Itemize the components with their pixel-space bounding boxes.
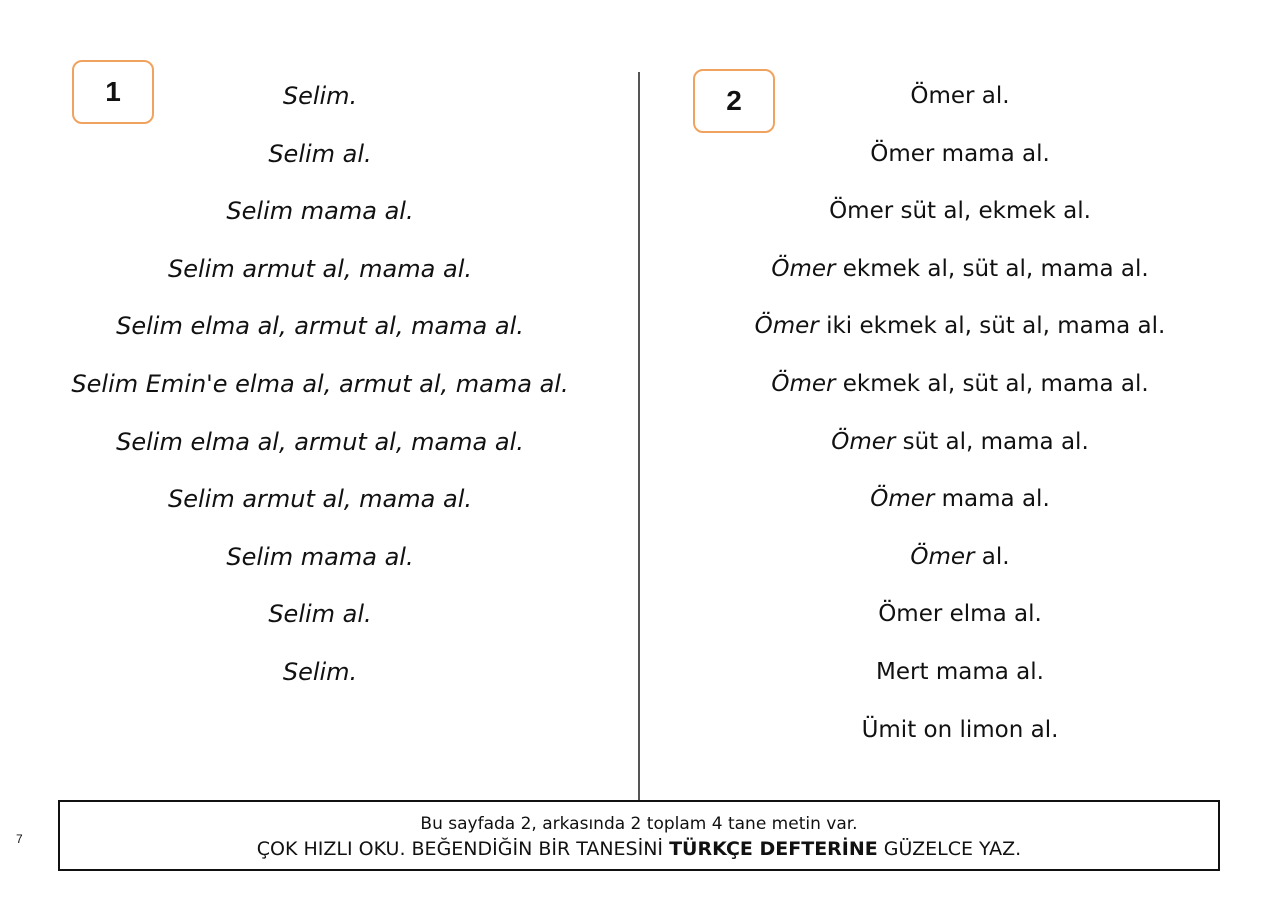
text2-line-rest: Ömer süt al, ekmek al. [829, 198, 1091, 225]
text2-line [700, 356, 1220, 414]
text2-line-rest: Ömer elma al. [878, 601, 1042, 628]
instruction-line-1: Bu sayfada 2, arkasında 2 toplam 4 tane metin var. [420, 814, 858, 834]
text2-line-rest: iki ekmek al, süt al, mama al. [818, 313, 1166, 340]
text2-line-lead: Ömer [771, 255, 836, 282]
text2-line [700, 702, 1220, 760]
text2-line-rest: süt al, mama al. [895, 428, 1089, 455]
text1-line: Selim. [282, 657, 358, 686]
text2-line [700, 529, 1220, 587]
text2-line [700, 644, 1220, 702]
text1-line: Selim. [282, 82, 358, 110]
instruction-text-end: GÜZELCE YAZ. [877, 838, 1022, 860]
text1-line: Selim elma al, armut al, mama al. [116, 312, 524, 341]
text2-line-rest: al. [974, 543, 1010, 570]
text1-line: Selim armut al, mama al. [168, 485, 472, 514]
text2-line [700, 471, 1220, 529]
text-number-badge-2: 2 [693, 69, 775, 133]
text2-line [700, 241, 1220, 299]
text2-line [700, 414, 1220, 472]
text-number-badge-1: 1 [72, 60, 154, 124]
text2-line-lead: Ömer [831, 428, 896, 455]
text2-line-lead: Ömer [771, 370, 836, 397]
text1-line: Selim Emin'e elma al, armut al, mama al. [71, 369, 569, 398]
instruction-text: ÇOK HIZLI OKU. BEĞENDİĞİN BİR TANESİNİ [256, 838, 670, 860]
text2-line-rest: Ömer mama al. [870, 140, 1050, 167]
instruction-emphasis: TÜRKÇE DEFTERİNE [669, 838, 878, 860]
text2-line-rest: Mert mama al. [876, 658, 1044, 685]
text2-line-lead: Ömer [754, 313, 819, 340]
instruction-line-2 [60, 836, 1218, 862]
text1-line: Selim armut al, mama al. [168, 254, 472, 283]
text2-line [700, 126, 1220, 184]
instruction-box [58, 800, 1220, 871]
text2-line-rest: Ümit on limon al. [861, 716, 1059, 743]
reading-text-1 [50, 68, 590, 702]
text1-line: Selim elma al, armut al, mama al. [116, 427, 524, 456]
text1-line: Selim al. [268, 139, 372, 168]
text2-line-lead: Ömer [910, 543, 975, 570]
text2-line-rest: mama al. [934, 486, 1050, 513]
text2-line-rest: ekmek al, süt al, mama al. [835, 255, 1149, 282]
text2-line [700, 183, 1220, 241]
page-number: 7 [16, 832, 23, 846]
text2-line-rest: ekmek al, süt al, mama al. [835, 370, 1149, 397]
text1-line: Selim mama al. [226, 197, 414, 226]
reading-text-2 [700, 68, 1220, 759]
text2-line [700, 586, 1220, 644]
text2-line [700, 68, 1220, 126]
text1-line: Selim mama al. [226, 542, 414, 571]
column-divider [638, 72, 640, 800]
text1-line: Selim al. [268, 600, 372, 629]
text2-line [700, 298, 1220, 356]
text2-line-lead: Ömer [870, 486, 935, 513]
text2-line-rest: Ömer al. [910, 83, 1010, 109]
